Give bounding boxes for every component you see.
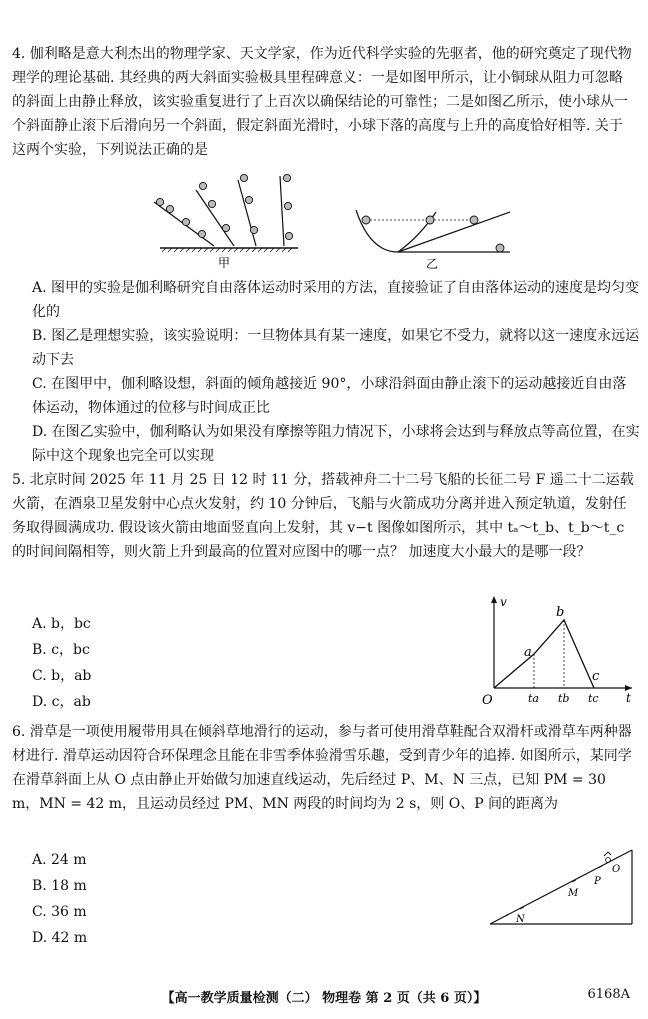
- q4-option-b[interactable]: B. 图乙是理想实验，该实验说明：一旦物体具有某一速度，如果它不受力，就将以这一速度永远运动下去: [32, 328, 640, 368]
- question-5: [12, 468, 636, 564]
- point-n-label: N: [516, 914, 525, 925]
- q4-option-c[interactable]: C. 在图甲中，伽利略设想，斜面的倾角越接近 90°，小球沿斜面由静止滚下的运动越接近自由落体运动，物体通过的位移与时间成正比: [32, 376, 627, 416]
- figure-jia: [148, 172, 308, 270]
- q4-option-d[interactable]: D. 在图乙实验中，伽利略认为如果没有摩擦等阻力情况下，小球将会达到与释放点等高位置，在实际中这个现象也完全可以实现: [32, 424, 640, 464]
- footer-title: 【高一教学质量检测（二） 物理卷 第 2 页（共 6 页）】: [161, 991, 487, 1006]
- q6-option-a[interactable]: A. 24 m: [32, 852, 87, 868]
- question-6: [12, 720, 636, 816]
- axis-v-label: v: [500, 595, 507, 609]
- vt-graph: [470, 592, 640, 710]
- point-c-label: c: [592, 669, 600, 684]
- figure-jia-label: 甲: [217, 256, 231, 270]
- question-6-stem: 6. 滑草是一项使用履带用具在倾斜草地滑行的运动，参与者可使用滑草鞋配合双滑杆或滑草车两种器材进行. 滑草运动因符合环保理念且能在非雪季体验滑雪乐趣，受到青少年的追捧. 如图所示，某同学在滑草斜面上从 O 点由静止开始做匀加速直线运动，先后经过 P、M、N 三点，已知 PM = 30 m，MN = 42 m，且运动员经过 PM、MN 两段的时间均为 2 s，则 O、P 间的距离为: [12, 724, 632, 812]
- question-5-stem: 5. 北京时间 2025 年 11 月 25 日 12 时 11 分，搭载神舟二十二号飞船的长征二号 F 遥二十二运载火箭，在酒泉卫星发射中心点火发射，约 10 分钟后，飞船与火箭成功分离并进入预定轨道，发射任务取得圆满成功. 假设该火箭由地面竖直向上发射，其 v−t 图像如图所示，其中 tₐ～t_b、t_b～t_c 的时间间隔相等，则火箭上升到最高的位置对应图中的哪一点？ 加速度大小最大的是哪一段？: [12, 472, 634, 560]
- q6-option-b[interactable]: B. 18 m: [32, 878, 87, 894]
- question-4-stem: 4. 伽利略是意大利杰出的物理学家、天文学家，作为近代科学实验的先驱者，他的研究奠定了现代物理学的理论基础. 其经典的两大斜面实验极具里程碑意义：一是如图甲所示，让小铜球从阻力可忽略的斜面上由静止释放，该实验重复进行了上百次以确保结论的可靠性；二是如图乙所示，使小球从一个斜面静止滚下后滑向另一个斜面，假定斜面光滑时，小球下落的高度与上升的高度恰好相等. 关于这两个实验，下列说法正确的是: [12, 46, 632, 158]
- slope-figure: [486, 842, 636, 932]
- q5-option-d[interactable]: D. c，ab: [32, 694, 91, 710]
- footer-code: 6168A: [587, 987, 630, 1002]
- figure-yi-label: 乙: [425, 257, 439, 271]
- point-m-label: M: [568, 888, 579, 899]
- tick-tb-label: tb: [558, 692, 570, 705]
- origin-label: O: [482, 693, 493, 708]
- figure-yi: [350, 200, 520, 272]
- q5-option-a[interactable]: A. b，bc: [32, 616, 91, 632]
- q4-option-a[interactable]: A. 图甲的实验是伽利略研究自由落体运动时采用的方法，直接验证了自由落体运动的速度是均匀变化的: [32, 280, 640, 320]
- point-a-label: a: [524, 645, 532, 660]
- q6-option-d[interactable]: D. 42 m: [32, 930, 88, 946]
- tick-ta-label: ta: [528, 692, 539, 705]
- point-b-label: b: [556, 605, 565, 620]
- tick-tc-label: tc: [588, 692, 599, 705]
- point-o-label: O: [612, 864, 621, 875]
- q6-option-c[interactable]: C. 36 m: [32, 904, 87, 920]
- question-4: [12, 42, 636, 162]
- point-p-label: P: [594, 876, 601, 887]
- axis-t-label: t: [626, 691, 631, 705]
- q5-option-b[interactable]: B. c，bc: [32, 642, 90, 658]
- q5-option-c[interactable]: C. b，ab: [32, 668, 92, 684]
